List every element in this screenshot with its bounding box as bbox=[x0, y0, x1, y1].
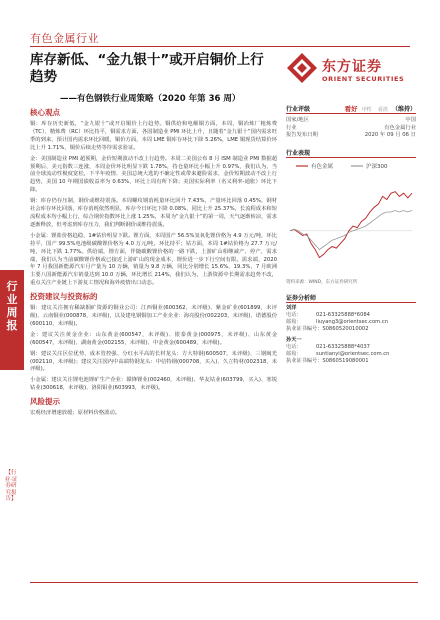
legend-label: 沪深300 bbox=[366, 163, 388, 170]
core-view-title: 核心观点 bbox=[30, 108, 60, 117]
analyst-name: 孙天一 bbox=[286, 336, 302, 343]
advice-title: 投资建议与投资标的 bbox=[30, 292, 98, 302]
meta-row bbox=[286, 117, 416, 125]
meta-row bbox=[286, 132, 416, 140]
meta-key: 国家/地区 bbox=[286, 117, 309, 123]
series-line-nonferrous bbox=[290, 191, 412, 257]
analyst-block-2 bbox=[286, 337, 416, 365]
risk-text: 宏观经济增速放缓；原材料价格波动。 bbox=[30, 410, 121, 417]
orient-logo-icon bbox=[286, 52, 318, 84]
meta-value: 有色金属行业 bbox=[384, 124, 416, 131]
para-minor-metals: 小金属：锂盐价格趋稳，1#钴价明显下跌。锂方面，本周国产 56.5%氢氧化锂价格为 4.9 万元/吨，环比持平，国产 99.5%电池级碳酸锂价格为 4.0 万元/吨，环比持平；钴方面，本周 1#钴价格为 27.7 万元/吨，环比下跌 1.77%。供给端，锂方面，伴随碳酸锂价格的一路下跌，上游矿山相继减产、停产，需求端，我们认为当前碳酸锂价格或已接近上游矿山的现金成本，锂价进一步下行空间有限。需求端，2020 年 7 月我国新能源汽车月产量为 10 万辆，销量为 9.8 万辆，同比分别增长 15.6%、19.3%，7 月欧洲主要八国新能源汽车销量达到 10.0 万辆，环比增长 214%，我们认为，上游资源中长期需求趋势不改，重点关注产业链上下游复工情况和海外疫情出口动态。 bbox=[30, 232, 277, 287]
rating-bar bbox=[286, 104, 416, 114]
performance-chart-svg bbox=[286, 160, 416, 278]
sidebar-band bbox=[0, 270, 24, 370]
rating-label: 行业评级 bbox=[286, 106, 311, 113]
meta-key: 行业 bbox=[286, 124, 297, 131]
meta-value: 2020 年 09 月 06 日 bbox=[364, 132, 416, 138]
analyst-cert: S0860519080001 bbox=[322, 357, 369, 364]
analyst-email[interactable]: liuyang3@orientsec.com.cn bbox=[316, 318, 389, 325]
advice-copper: 铜：建议关注拥有稀缺铜矿资源的铜业公司：江西铜业(600362，未评级)、紫金矿业(601899，未评级)、云南铜业(000878，未评级)，以及建电钢铜加工产业企业：海亮股份(002203，未评级)、诺德股份(600110，未评级)。 bbox=[30, 305, 277, 327]
report-category: 有色金属行业 bbox=[30, 32, 99, 45]
meta-key: 报告发布日期 bbox=[286, 132, 318, 138]
phone-label: 电话： bbox=[286, 311, 302, 318]
right-column bbox=[286, 104, 416, 365]
logo-text-cn: 东方证券 bbox=[322, 59, 382, 75]
para-copper: 铜：库存历史新低，“金九银十”或开启铜价上行趋势。铜供给和电解铜方面，本周，铜冶炼厂粗炼费（TC）、精炼费（RC）环比持平，铜需求方面，各国制造业 PMI 环比上升，且随着“金九银十”国内需求旺季的到来，预计国内需求环比回暖，铜价方面，本周 LME 铜库存环比下降 5.26%，LME 铜现货结算价环比上升 1.71%，铜价后续走势等待需求验证。 bbox=[30, 121, 277, 151]
analyst-title: 证券分析师 bbox=[286, 293, 416, 303]
rating-opt-neutral: 中性 bbox=[361, 107, 372, 113]
analyst-email[interactable]: suntianyi@orientsec.com.cn bbox=[316, 350, 390, 357]
analyst-phone: 021-63325888*6084 bbox=[316, 311, 370, 318]
meta-row bbox=[286, 125, 416, 133]
advice-gold: 金：建议关注黄金企业：山东黄金(600547，未评级)、银泰黄金(000975，未评级)、山东黄金(600547，未评级)、湖南黄金(002155，未评级)、中金黄金(600489，未评级)。 bbox=[30, 331, 277, 346]
main-column bbox=[30, 104, 277, 421]
cert-label: 执业证书编号： bbox=[286, 325, 323, 332]
analyst-cert: S0860520010002 bbox=[322, 325, 369, 332]
advice-minor: 小金属：建议关注锂电池锂矿生产企业：赣锋锂业(002460，未评级)、华友钴业(603799，买入)、寒锐钴业(300618，未评级)、洛阳钼业(603993，未评级)。 bbox=[30, 377, 277, 392]
cert-label: 执业证书编号： bbox=[286, 357, 323, 364]
analyst-name: 刘洋 bbox=[286, 304, 297, 311]
analyst-block-1 bbox=[286, 305, 416, 333]
footer-divider bbox=[30, 582, 418, 583]
sidebar-note: 【行业·证券研究报告】 bbox=[4, 470, 18, 503]
rating-opt-negative: 看淡 bbox=[377, 107, 388, 113]
para-gold: 金：美国制造业 PMI 超预期，金价短期波动不改上行趋势。本周二美国公布 8 月 ISM 制造业 PMI 数据超预期后，美元指数三连涨，本周金价环比明显下跌 1.78%，持仓量环比小幅上升 0.97%，我们认为，当前全球流动性极度宽松，下半年疫情、美国总统大选的不确定性或带来避险需求，金价短期波动不改上行趋势，美国 10 年期国债收益率为 0.63%，环比上周有所下降；美国实际利率（名义利率-通胀）环比下降。 bbox=[30, 155, 277, 194]
advice-steel: 钢：建议关注区位优势、成本管控强、分红水平高的长材龙头：方大特钢(600507，未评级)、三钢闽光(002110，未评级)；建议关注国内中高端特钢龙头：中信特钢(000708，买入)、久立特材(002318，未评级)。 bbox=[30, 350, 277, 373]
rating-status: （维持） bbox=[391, 106, 416, 113]
performance-title: 行业表现 bbox=[286, 148, 416, 158]
report-subtitle: ——有色钢铁行业周策略（2020 年第 36 周） bbox=[60, 94, 241, 104]
legend-label: 有色金属 bbox=[311, 163, 334, 170]
report-title: 库存新低、“金九银十”或开启铜价上行趋势 bbox=[30, 52, 264, 85]
series-line-csi300 bbox=[290, 210, 412, 249]
phone-label: 电话： bbox=[286, 343, 302, 350]
risk-title: 风险提示 bbox=[30, 397, 60, 407]
meta-value: 中国 bbox=[405, 117, 416, 123]
logo-text-en: ORIENT SECURITIES bbox=[322, 75, 405, 83]
email-label: 邮箱： bbox=[286, 350, 302, 357]
header-divider bbox=[30, 46, 410, 47]
rating-main: 看好 bbox=[344, 105, 358, 113]
chart-source: 资料来源：WIND，东方证券研究所 bbox=[286, 279, 358, 285]
sidebar-band-label: 行业周报 bbox=[6, 280, 18, 332]
analyst-phone: 021-63325888*4037 bbox=[316, 343, 370, 350]
para-steel: 钢：库存仍存压制，钢价或维持震荡。本周螺纹钢消耗量环比回升 7.43%，产量环比回落 0.45%，钢材社会库存环比回落，库存消耗依然明显，库存今日环比下降 0.08%，同比上升 25.37%，长流程成本和短流程成本均小幅上行，综合钢价指数环比上涨 1.25%，本周为“金九银十”的第一周，天气逐渐转凉，需求逐渐释放，但考虑到库存压力，我们判断钢价或维持震荡。 bbox=[30, 198, 277, 228]
performance-chart bbox=[286, 160, 416, 278]
email-label: 邮箱： bbox=[286, 318, 302, 325]
